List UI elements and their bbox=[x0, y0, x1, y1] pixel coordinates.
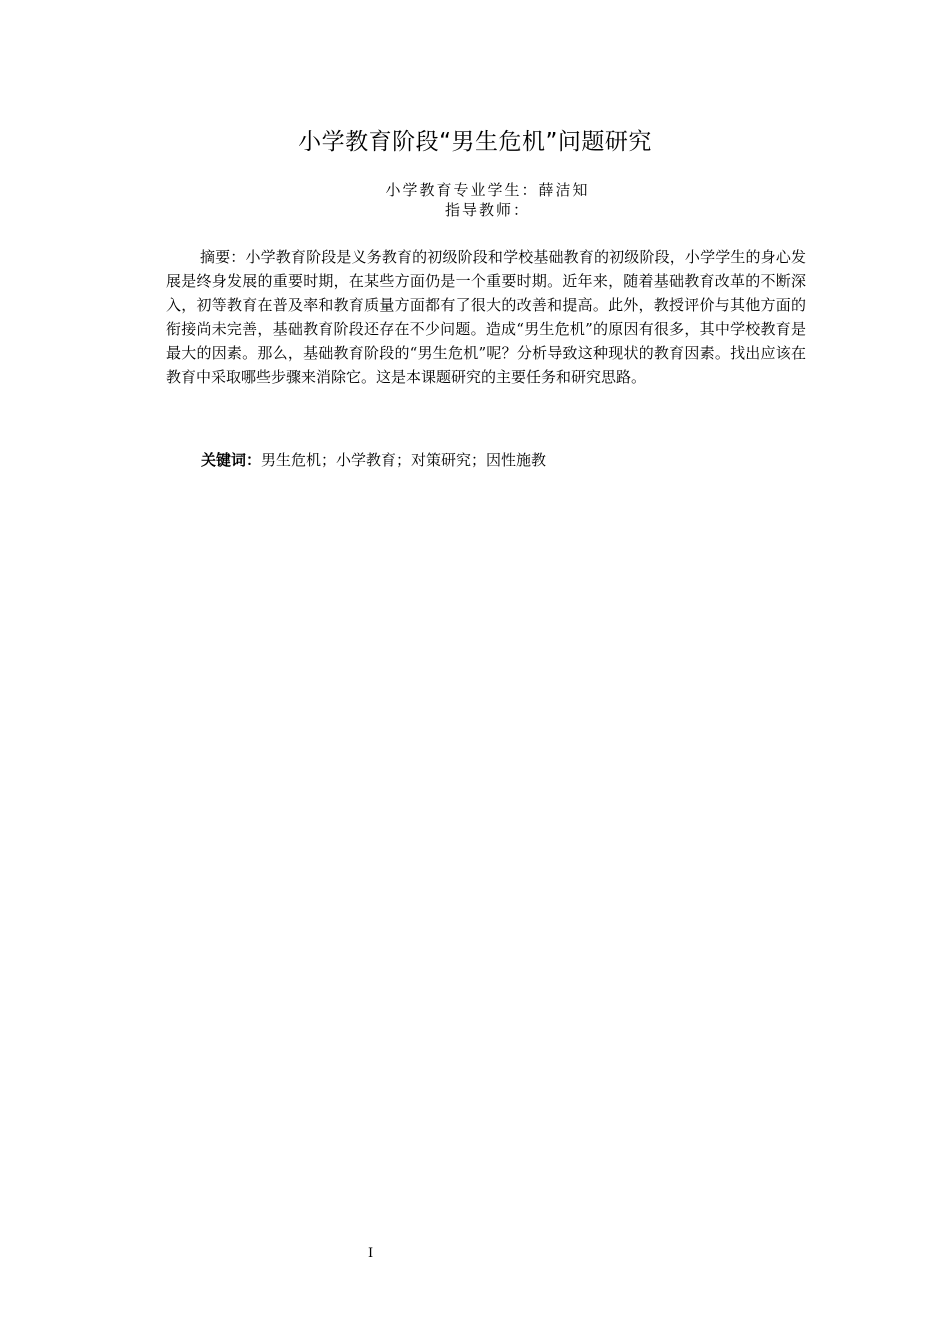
keywords-label: 关键词： bbox=[201, 451, 262, 469]
abstract-paragraph: 摘要：小学教育阶段是义务教育的初级阶段和学校基础教育的初级阶段，小学学生的身心发展是终身发展的重要时期，在某些方面仍是一个重要时期。近年来，随着基础教育改革的不断深入，初等教育在普及率和教育质量方面都有了很大的改善和提高。此外，教授评价与其他方面的衔接尚未完善，基础教育阶段还存在不少问题。造成“男生危机”的原因有很多，其中学校教育是最大的因素。那么，基础教育阶段的“男生危机”呢？分析导致这种现状的教育因素。找出应该在教育中采取哪些步骤来消除它。这是本课题研究的主要任务和研究思路。 bbox=[166, 248, 806, 386]
keywords-text: 男生危机；小学教育；对策研究；因性施教 bbox=[261, 451, 547, 469]
advisor-line: 指导教师： bbox=[444, 201, 530, 219]
author-line: 小学教育专业学生：薛洁知 bbox=[385, 181, 590, 199]
keywords-line bbox=[201, 450, 801, 470]
author-block bbox=[0, 180, 950, 220]
page-number: I bbox=[368, 1246, 374, 1261]
paper-title: 小学教育阶段“男生危机”问题研究 bbox=[298, 129, 652, 155]
